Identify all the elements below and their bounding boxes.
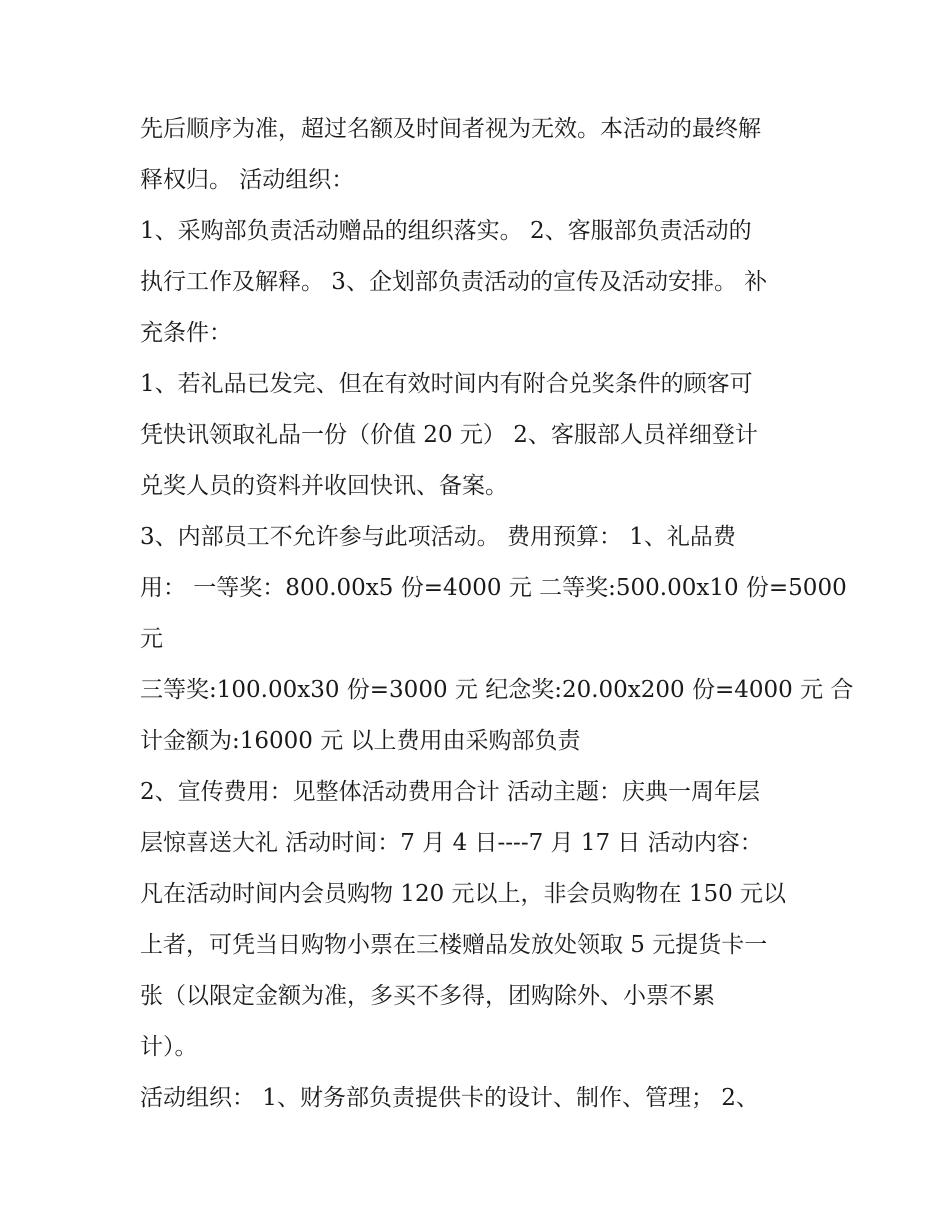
text-line: 3、内部员工不允许参与此项活动。 费用预算： 1、礼品费 [140, 524, 736, 550]
text-line: 充条件： [140, 320, 232, 346]
text-line: 用： 一等奖：800.00x5 份=4000 元 二等奖:500.00x10 份=5000 [140, 575, 847, 601]
text-line: 释权归。 活动组织： [140, 167, 355, 193]
text-line: 兑奖人员的资料并收回快讯、备案。 [140, 473, 508, 499]
text-line: 1、若礼品已发完、但在有效时间内有附合兑奖条件的顾客可 [140, 371, 753, 397]
body-text [140, 104, 854, 1124]
text-line: 张（以限定金额为准，多买不多得，团购除外、小票不累 [140, 983, 715, 1009]
text-line: 先后顺序为准，超过名额及时间者视为无效。本活动的最终解 [140, 116, 761, 142]
text-line: 元 [140, 626, 163, 652]
text-line: 三等奖:100.00x30 份=3000 元 纪念奖:20.00x200 份=4000 元 合 [140, 677, 854, 703]
text-line: 执行工作及解释。 3、企划部负责活动的宣传及活动安排。 补 [140, 269, 768, 295]
text-line: 计）。 [140, 1034, 198, 1060]
text-line: 凡在活动时间内会员购物 120 元以上，非会员购物在 150 元以 [140, 881, 787, 907]
text-line: 层惊喜送大礼 活动时间：7 月 4 日----7 月 17 日 活动内容： [140, 830, 763, 856]
text-line: 计金额为:16000 元 以上费用由采购部负责 [140, 728, 581, 754]
text-line: 上者，可凭当日购物小票在三楼赠品发放处领取 5 元提货卡一 [140, 932, 768, 958]
text-line: 2、宣传费用：见整体活动费用合计 活动主题：庆典一周年层 [140, 779, 760, 805]
text-line: 1、采购部负责活动赠品的组织落实。 2、客服部负责活动的 [140, 218, 752, 244]
text-line: 凭快讯领取礼品一份（价值 20 元） 2、客服部人员祥细登计 [140, 422, 758, 448]
text-line: 活动组织： 1、财务部负责提供卡的设计、制作、管理； 2、 [140, 1085, 759, 1111]
